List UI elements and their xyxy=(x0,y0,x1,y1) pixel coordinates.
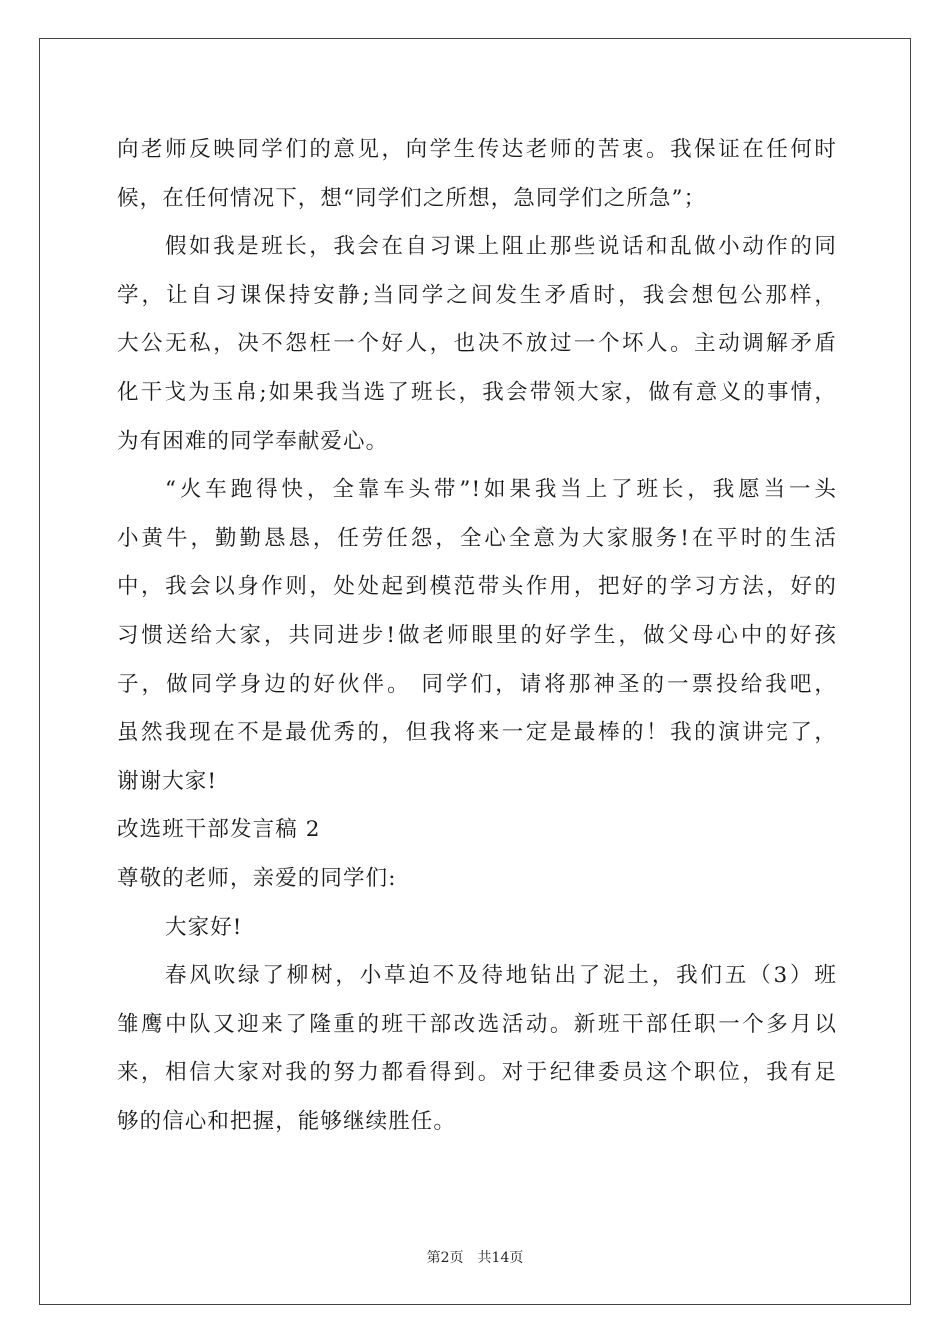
text-line: 为有困难的同学奉献爱心。 xyxy=(117,428,389,454)
text-line: 谢谢大家! xyxy=(117,768,218,794)
text-line: 雏鹰中队又迎来了隆重的班干部改选活动。新班干部任职一个多月以 xyxy=(117,1011,837,1037)
text-line: 化干戈为玉帛;如果我当选了班长，我会带领大家，做有意义的事情， xyxy=(117,379,837,405)
text-line: 够的信心和把握，能够继续胜任。 xyxy=(117,1108,457,1134)
text-line: 习惯送给大家，共同进步!做老师眼里的好学生，做父母心中的好孩 xyxy=(117,622,837,648)
text-line: 向老师反映同学们的意见，向学生传达老师的苦衷。我保证在任何时 xyxy=(117,137,837,162)
page-footer: 第2页 共14页 xyxy=(426,1250,524,1266)
text-line: 来，相信大家对我的努力都看得到。对于纪律委员这个职位，我有足 xyxy=(117,1060,837,1086)
text-line: “火车跑得快，全靠车头带”!如果我当上了班长，我愿当一头 xyxy=(165,477,837,503)
text-line: 改选班干部发言稿 2 xyxy=(117,817,321,843)
text-line: 假如我是班长，我会在自习课上阻止那些说话和乱做小动作的同 xyxy=(165,234,837,260)
text-line: 大公无私，决不怨枉一个好人，也决不放过一个坏人。主动调解矛盾 xyxy=(117,331,837,357)
text-line: 小黄牛，勤勤恳恳，任劳任怨，全心全意为大家服务!在平时的生活 xyxy=(117,525,837,551)
text-line: 虽然我现在不是最优秀的，但我将来一定是最棒的！我的演讲完了， xyxy=(117,720,837,746)
text-line: 候，在任何情况下，想“同学们之所想，急同学们之所急”； xyxy=(117,185,707,211)
text-line: 大家好! xyxy=(165,914,243,940)
text-line: 尊敬的老师，亲爱的同学们: xyxy=(117,865,397,891)
text-line: 子，做同学身边的好伙伴。 同学们，请将那神圣的一票投给我吧， xyxy=(117,671,837,697)
text-line: 中，我会以身作则，处处起到模范带头作用，把好的学习方法，好的 xyxy=(117,574,837,600)
text-line: 春风吹绿了柳树，小草迫不及待地钻出了泥土，我们五（3）班 xyxy=(165,963,837,989)
document-body xyxy=(117,126,837,1146)
text-line: 学，让自习课保持安静;当同学之间发生矛盾时，我会想包公那样， xyxy=(117,282,837,308)
